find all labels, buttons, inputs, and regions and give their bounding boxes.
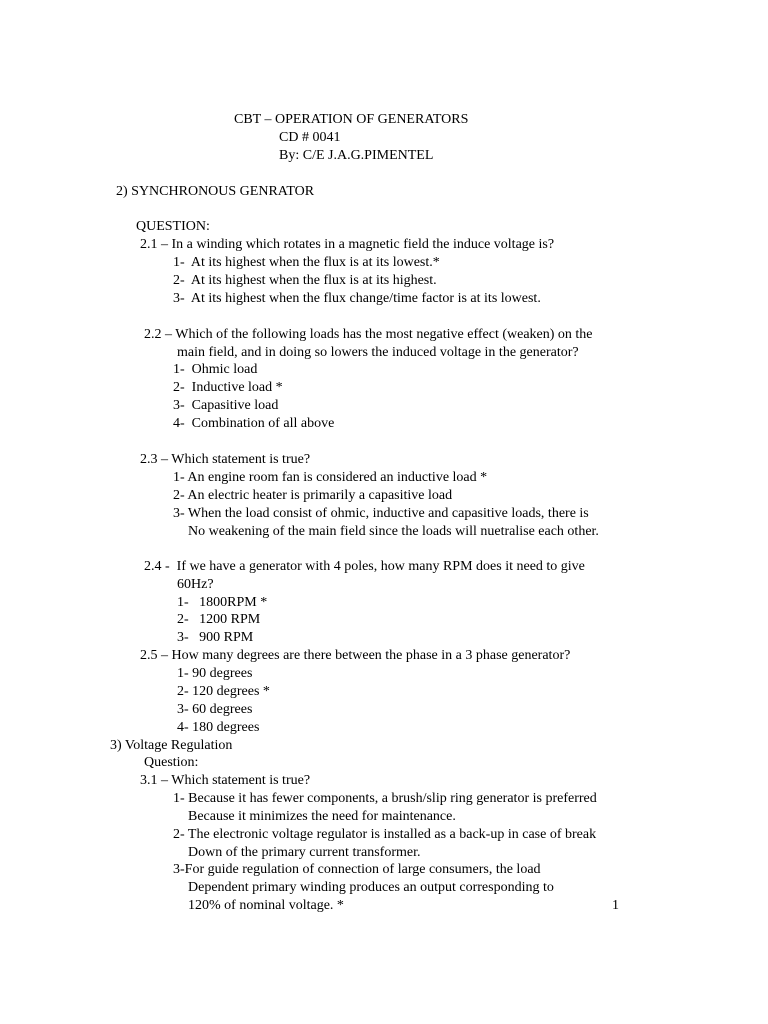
q2-3-option-3: 3- When the load consist of ohmic, inductive and capasitive loads, there is xyxy=(173,506,589,521)
section-3-heading: 3) Voltage Regulation xyxy=(110,738,233,753)
q2-3-option-3-continued: No weakening of the main field since the loads will nuetralise each other. xyxy=(188,524,599,539)
question-2-5: 2.5 – How many degrees are there between the phase in a 3 phase generator? xyxy=(140,648,571,663)
section-2-question-label: QUESTION: xyxy=(136,219,210,234)
question-2-2-line-1: 2.2 – Which of the following loads has the most negative effect (weaken) on the xyxy=(144,327,593,342)
q2-4-option-1: 1- 1800RPM * xyxy=(177,595,268,610)
q2-2-option-1: 1- Ohmic load xyxy=(173,362,258,377)
q3-1-option-3-line-3: 120% of nominal voltage. * xyxy=(188,898,344,913)
q3-1-option-2-line-1: 2- The electronic voltage regulator is installed as a back-up in case of break xyxy=(173,827,597,842)
question-2-4-line-1: 2.4 - If we have a generator with 4 poles, how many RPM does it need to give xyxy=(144,559,585,574)
q2-2-option-2: 2- Inductive load * xyxy=(173,380,283,395)
q2-4-option-2: 2- 1200 RPM xyxy=(177,612,261,627)
q2-1-option-1: 1- At its highest when the flux is at its lowest.* xyxy=(173,255,440,270)
section-3-question-label: Question: xyxy=(144,755,199,770)
q2-5-option-3: 3- 60 degrees xyxy=(177,702,253,717)
q3-1-option-1-line-2: Because it minimizes the need for maintenance. xyxy=(188,809,456,824)
section-2-heading: 2) SYNCHRONOUS GENRATOR xyxy=(116,184,315,199)
q2-3-option-1: 1- An engine room fan is considered an inductive load * xyxy=(173,470,488,485)
doc-author: By: C/E J.A.G.PIMENTEL xyxy=(279,148,434,163)
q2-2-option-3: 3- Capasitive load xyxy=(173,398,279,413)
q3-1-option-3-line-2: Dependent primary winding produces an output corresponding to xyxy=(188,880,554,895)
q2-5-option-1: 1- 90 degrees xyxy=(177,666,253,681)
question-2-3: 2.3 – Which statement is true? xyxy=(140,452,311,467)
q2-1-option-2: 2- At its highest when the flux is at its highest. xyxy=(173,273,437,288)
doc-title: CBT – OPERATION OF GENERATORS xyxy=(234,112,469,127)
q2-5-option-2: 2- 120 degrees * xyxy=(177,684,270,699)
question-2-2-line-2: main field, and in doing so lowers the induced voltage in the generator? xyxy=(177,345,579,360)
q2-3-option-2: 2- An electric heater is primarily a capasitive load xyxy=(173,488,453,503)
q3-1-option-2-line-2: Down of the primary current transformer. xyxy=(188,845,421,860)
q2-5-option-4: 4- 180 degrees xyxy=(177,720,260,735)
doc-cd-number: CD # 0041 xyxy=(279,130,341,145)
question-3-1: 3.1 – Which statement is true? xyxy=(140,773,311,788)
q2-1-option-3: 3- At its highest when the flux change/time factor is at its lowest. xyxy=(173,291,541,306)
q3-1-option-1-line-1: 1- Because it has fewer components, a brush/slip ring generator is preferred xyxy=(173,791,597,806)
q2-4-option-3: 3- 900 RPM xyxy=(177,630,254,645)
page-number: 1 xyxy=(612,898,619,913)
question-2-4-line-2: 60Hz? xyxy=(177,577,214,592)
question-2-1: 2.1 – In a winding which rotates in a magnetic field the induce voltage is? xyxy=(140,237,555,252)
q3-1-option-3-line-1: 3-For guide regulation of connection of large consumers, the load xyxy=(173,862,541,877)
q2-2-option-4: 4- Combination of all above xyxy=(173,416,335,431)
